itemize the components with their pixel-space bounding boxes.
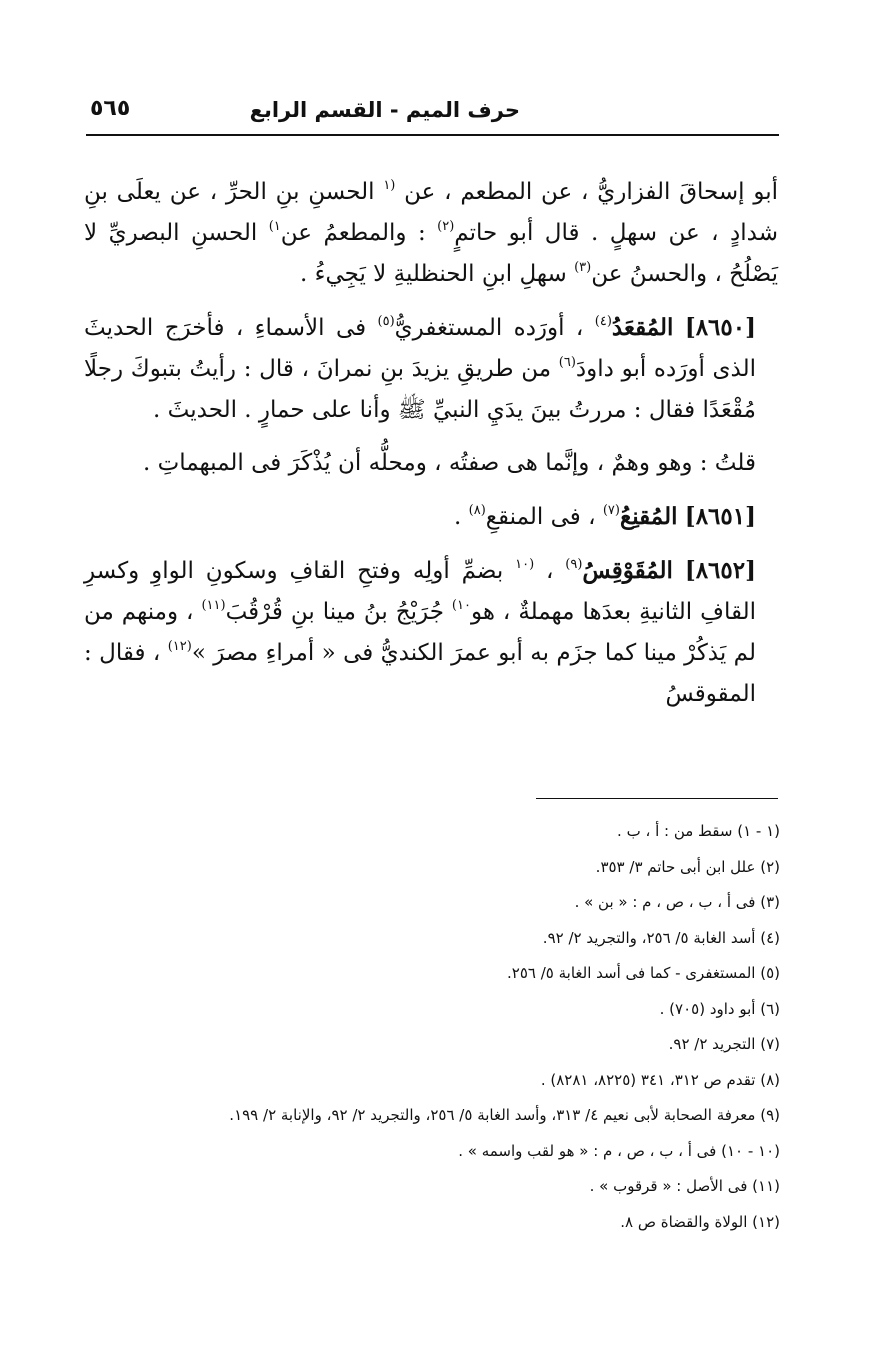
main-text — [84, 172, 778, 727]
entry-8652: [٨٦٥٢] المُقَوْقِسُ$^{(٩)}$ ، $^{(١٠}$ بضمِّ أولِه وفتحِ القافِ وسكونِ الواوِ وكسرِ القافِ الثانيةِ بعدَها مهملةٌ ، هو$^{١٠)}$ جُرَيْجُ بنُ مينا بنِ قُرْقُبَ$^{(١١)}$ ، ومنهم من لم يَذكُرْ مينا كما جزَم به أبو عمرَ الكنديُّ فى « أمراءِ مصرَ »$^{(١٢)}$ ، فقال : المقوقسُ — [84, 557, 757, 707]
header-rule — [86, 134, 779, 136]
footnote-ref: (٤) — [594, 314, 612, 329]
footnote-12: (١٢) الولاة والقضاة ص ٨. — [620, 1212, 780, 1231]
footnote-10: (١٠ - ١٠) فى أ ، ب ، ص ، م : « هو لقب واسمه » . — [458, 1141, 780, 1160]
footnote-ref: ١٠) — [451, 598, 471, 613]
entry-number: [٨٦٥٠] — [684, 314, 757, 341]
footnote-7: (٧) التجريد ٢/ ٩٢. — [668, 1035, 780, 1053]
footnote-ref: (٣) — [574, 260, 592, 275]
footnote-ref: (٩) — [565, 557, 583, 572]
entry-number: [٨٦٥٢] — [684, 557, 757, 584]
paragraph-continuation: أبو إسحاقَ الفزاريُّ ، عن المطعم ، عن $^{(١}$ الحسنِ بنِ الحرِّ ، عن يعلَى بنِ شدادٍ ، عن سهلٍ . قال أبو حاتمٍ$^{(٢)}$ : والمطعمُ عن$^{١)}$ الحسنِ البصريِّ لا يَصْلُحُ ، والحسنُ عن$^{(٣)}$ سهلِ ابنِ الحنظليةِ لا يَجِيءُ . — [84, 178, 779, 287]
footnote-ref: (٦) — [558, 355, 576, 370]
footnote-9: (٩) معرفة الصحابة لأبى نعيم ٤/ ٣١٣، وأسد الغابة ٥/ ٢٥٦، والتجريد ٢/ ٩٢، والإنابة ٢/ ١٩٩. — [229, 1106, 780, 1124]
footnote-ref: (١١) — [201, 598, 226, 613]
footnote-ref: (٨) — [468, 503, 486, 518]
entry-headword: المُقنِعُ — [619, 503, 678, 530]
footnote-ref: (١٠ — [515, 557, 535, 572]
entry-8651: [٨٦٥١] المُقنِعُ$^{(٧)}$ ، فى المنقعِ$^{(٨)}$ . — [454, 503, 756, 530]
footnote-4: (٤) أسد الغابة ٥/ ٢٥٦، والتجريد ٢/ ٩٢. — [542, 928, 780, 947]
footnote-1: (١ - ١) سقط من : أ ، ب . — [617, 822, 780, 840]
footnotes — [84, 814, 780, 1240]
footnote-ref: (٢) — [437, 219, 455, 234]
footnote-8: (٨) تقدم ص ٣١٢، ٣٤١ (٨٢٢٥، ٨٢٨١) . — [540, 1070, 780, 1089]
footnote-ref: (١ — [383, 178, 396, 193]
footnote-ref: ١) — [268, 219, 281, 234]
page-number: ٥٦٥ — [90, 96, 131, 121]
entry-8650: [٨٦٥٠] المُقعَدُ$^{(٤)}$ ، أورَده المستغفريُّ$^{(٥)}$ فى الأسماءِ ، فأخرَج الحديثَ الذى أورَده أبو داودَ$^{(٦)}$ من طريقِ يزيدَ بنِ نمرانَ ، قال : رأيتُ بتبوكَ رجلًا مُقْعَدًا فقال : مررتُ بينَ يدَيِ النبيِّ ﷺ وأنا على حمارٍ . الحديثَ . — [84, 314, 757, 423]
entry-number: [٨٦٥١] — [684, 503, 756, 530]
footnote-separator — [536, 798, 778, 799]
entry-headword: المُقعَدُ — [611, 314, 674, 341]
footnote-ref: (١٢) — [167, 639, 192, 654]
footnote-3: (٣) فى أ ، ب ، ص ، م : « بن » . — [574, 893, 780, 911]
footnote-ref: (٧) — [602, 503, 620, 518]
footnote-2: (٢) علل ابن أبى حاتم ٣/ ٣٥٣. — [595, 857, 780, 876]
footnote-6: (٦) أبو داود (٧٠٥) . — [659, 999, 780, 1018]
page-header — [88, 94, 778, 134]
entry-headword: المُقَوْقِسُ — [582, 557, 673, 584]
footnote-11: (١١) فى الأصل : « قرقوب » . — [589, 1177, 780, 1195]
footnote-ref: (٥) — [377, 314, 395, 329]
running-title: حرف الميم - القسم الرابع — [249, 98, 520, 122]
commentary-paragraph: قلتُ : وهو وهمٌ ، وإنَّما هى صفتُه ، ومحلُّه أن يُذْكَرَ فى المبهماتِ . — [142, 450, 756, 476]
footnote-5: (٥) المستغفرى - كما فى أسد الغابة ٥/ ٢٥٦. — [507, 964, 780, 982]
